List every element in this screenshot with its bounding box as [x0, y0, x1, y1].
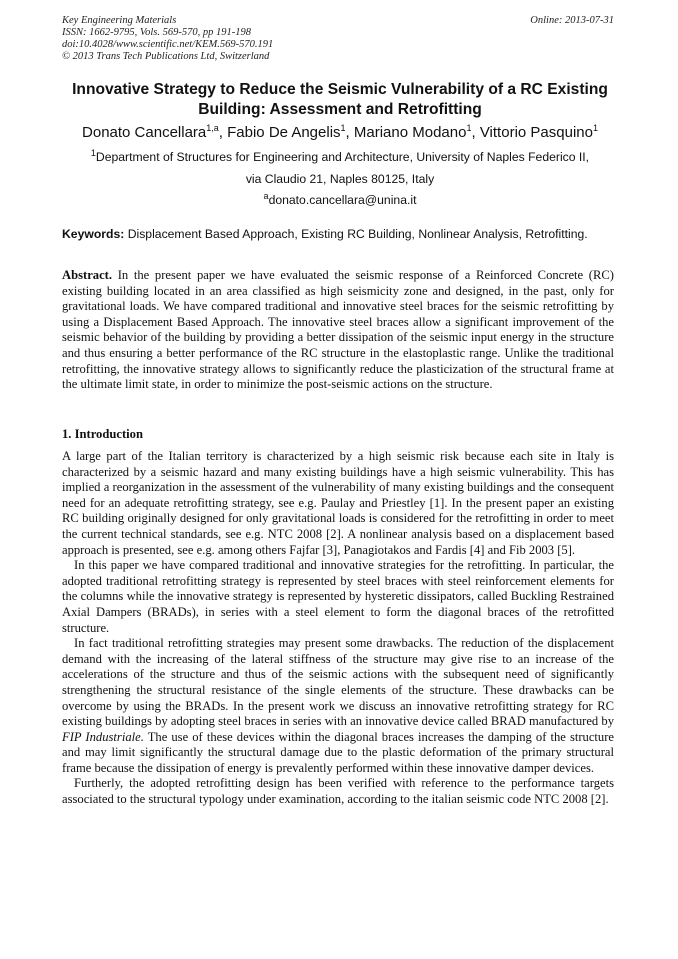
paper-title: Innovative Strategy to Reduce the Seismic Vulnerability of a RC Existing Building: Assessment and Retrofitting	[72, 81, 608, 118]
author-sup: 1	[340, 123, 346, 133]
issn-line: ISSN: 1662-9795, Vols. 569-570, pp 191-198	[62, 27, 251, 38]
keywords	[62, 227, 618, 242]
author-name: Donato Cancellara	[82, 124, 207, 141]
keywords-label: Keywords:	[62, 227, 125, 241]
copyright-line: © 2013 Trans Tech Publications Ltd, Switzerland	[62, 51, 270, 62]
journal-name: Key Engineering Materials	[62, 15, 177, 26]
author-name: Mariano Modano	[353, 124, 467, 141]
email-sup: a	[263, 190, 269, 201]
abstract-label: Abstract.	[62, 268, 113, 282]
paragraph: In this paper we have compared traditional and innovative strategies for the retrofitting. In particular, the adopted traditional retrofitting strategy is represented by steel braces with steel reinforcement elements for the columns while the innovative strategy is represented by hysteretic dissipators, called Buckling Restrained Axial Dampers (BRADs), in series with a steel element to form the diagonal braces of the retrofitted structure.	[62, 558, 614, 635]
author-name: Vittorio Pasquino	[479, 124, 593, 141]
author-sup: 1,a	[206, 123, 219, 133]
abstract	[62, 268, 614, 393]
online-date: Online: 2013-07-31	[530, 15, 614, 26]
affiliation-sup: 1	[90, 147, 96, 158]
keywords-text: Displacement Based Approach, Existing RC Building, Nonlinear Analysis, Retrofitting.	[124, 227, 588, 241]
paragraph: Furtherly, the adopted retrofitting design has been verified with reference to the performance targets associated to the structural typology under examination, according to the italian seismic code NTC 2008 [2].	[62, 776, 614, 807]
affiliation-line-2: via Claudio 21, Naples 80125, Italy	[245, 172, 435, 186]
paragraph: A large part of the Italian territory is characterized by a high seismic risk because each site in Italy is characterized by a seismic hazard and many existing buildings have a high seismic vulnerability. This has implied a reorganization in the assessment of the vulnerability of many existing buildings and the consequent need for an adequate retrofitting strategy, see e.g. Paulay and Priestley [1]. In the present paper an existing RC building originally designed for only gravitational loads is considered for the retrofitting in order to meet the current technical standards, see e.g. NTC 2008 [2]. A nonlinear analysis based on a displacement based approach is presented, see e.g. among others Fajfar [3], Panagiotakos and Fardis [4] and Fib 2003 [5].	[62, 449, 614, 557]
author-sup: 1	[466, 123, 472, 133]
introduction-body	[62, 449, 614, 808]
author-name: Fabio De Angelis	[227, 124, 341, 141]
affiliation-line-1: $^1$Department of Structures for Engineering and Architecture, University of Naples Federico II,	[90, 147, 590, 164]
author-sup: 1	[592, 123, 598, 133]
abstract-text: In the present paper we have evaluated the seismic response of a Reinforced Concrete (RC) existing building located in an area classified as high seismicity zone and designed, in the past, only for gravitational loads. We have compared traditional and innovative steel braces for the seismic retrofitting by using a Displacement Based Approach. The innovative steel braces allow a significant improvement of the seismic behavior of the building by providing a better dissipation of the seismic input energy in the structure and thus ensuring a better performance of the RC structure in the elastoplastic range. Unlike the traditional retrofitting, the innovative strategy allows to significantly reduce the plasticization of the structural frame at the ultimate limit state, in order to minimize the post-seismic actions on the structure.	[62, 268, 614, 392]
author-email: $^a$donato.cancellara@unina.it	[263, 190, 417, 207]
paragraph: In fact traditional retrofitting strategies may present some drawbacks. The reduction of the displacement demand with the increasing of the lateral stiffness of the structure may give rise to an increase of the accelerations of the structure and thus of the seismic actions with the subsequent need of significantly strengthening the structural resistance of the single elements of the structure. These drawbacks can be overcome by using the BRADs. In the present work we discuss an innovative retrofitting strategy for RC existing buildings by adopting steel braces in series with an innovative device called BRAD manufactured by FIP Industriale. The use of these devices within the diagonal braces increases the damping of the structure and may limit significantly the structural damage due to the plastic deformation of the primary structural frame because the dissipation of energy is prevalently performed within these innovative damper devices.	[62, 636, 614, 775]
company-name: FIP Industriale.	[62, 729, 144, 744]
section-heading: 1. Introduction	[62, 427, 143, 441]
author-list: Donato Cancellara$^{1,a}$, Fabio De Angelis$^1$, Mariano Modano$^1$, Vittorio Pasquino$^1$	[82, 123, 598, 141]
doi-line: doi:10.4028/www.scientific.net/KEM.569-570.191	[62, 39, 274, 50]
journal-header	[62, 15, 273, 63]
